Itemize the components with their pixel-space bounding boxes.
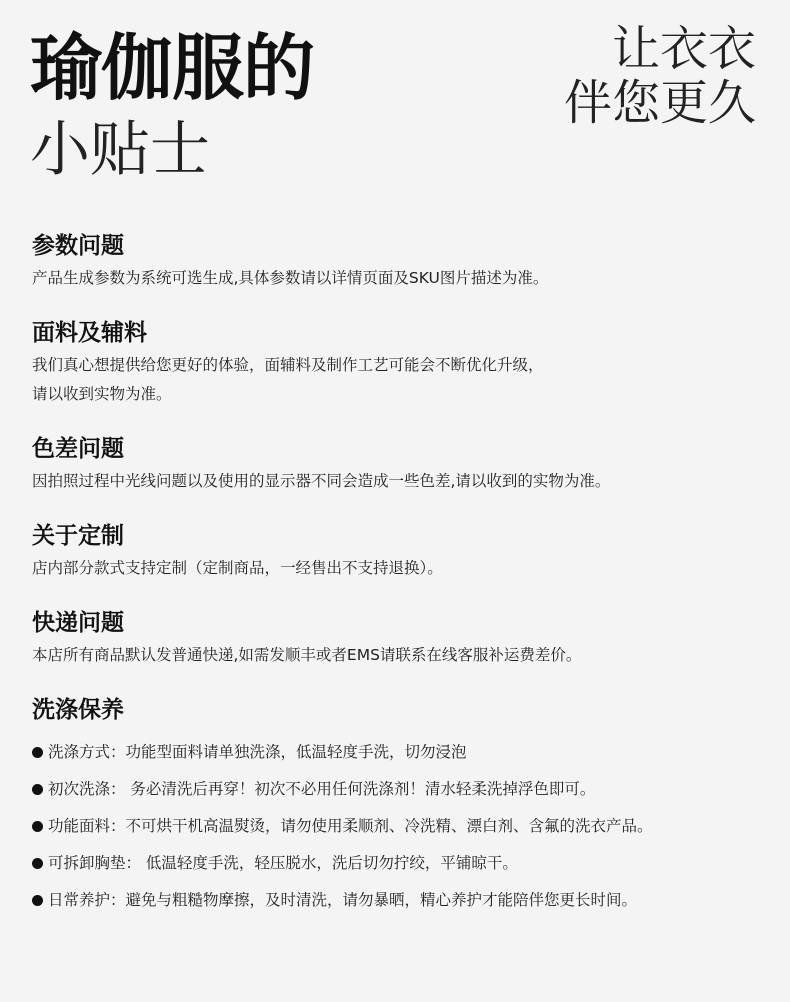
section-heading: 洗涤保养 — [32, 697, 124, 723]
section-text: 本店所有商品默认发普通快递,如需发顺丰或者EMS请联系在线客服补运费差价。 — [32, 646, 582, 664]
bullet-dot-icon — [32, 747, 43, 758]
section-heading: 面料及辅料 — [32, 320, 147, 346]
page-subtitle: 小贴士 — [30, 115, 210, 185]
section-heading: 色差问题 — [32, 436, 124, 462]
bullet-dot-icon — [32, 821, 43, 832]
hero-title-block — [30, 24, 314, 186]
care-item-text: 洗涤方式：功能型面料请单独洗涤，低温轻度手洗，切勿浸泡 — [48, 743, 467, 761]
care-item-text: 初次洗涤： 务必清洗后再穿！初次不必用任何洗涤剂！清水轻柔洗掉浮色即可。 — [48, 780, 596, 798]
slogan-block — [564, 22, 756, 130]
section-shipping — [32, 605, 762, 670]
list-item — [32, 808, 762, 845]
section-fabric — [32, 315, 762, 409]
section-color — [32, 431, 762, 496]
bullet-dot-icon — [32, 895, 43, 906]
section-heading: 快递问题 — [32, 610, 124, 636]
care-item-text: 功能面料：不可烘干机高温熨烫，请勿使用柔顺剂、冷洗精、漂白剂、含氟的洗衣产品。 — [48, 817, 653, 835]
section-heading: 关于定制 — [32, 523, 124, 549]
section-custom — [32, 518, 762, 583]
list-item — [32, 771, 762, 808]
tips-content — [32, 228, 762, 941]
section-text: 我们真心想提供给您更好的体验，面辅料及制作工艺可能会不断优化升级， — [32, 356, 544, 374]
section-heading: 参数问题 — [32, 233, 124, 259]
section-text: 产品生成参数为系统可选生成,具体参数请以详情页面及SKU图片描述为准。 — [32, 269, 549, 287]
section-text: 因拍照过程中光线问题以及使用的显示器不同会造成一些色差,请以收到的实物为准。 — [32, 472, 611, 490]
list-item — [32, 734, 762, 771]
list-item — [32, 882, 762, 919]
care-list — [32, 734, 762, 919]
list-item — [32, 845, 762, 882]
slogan-line-2: 伴您更久 — [563, 75, 756, 131]
section-text: 店内部分款式支持定制（定制商品，一经售出不支持退换）。 — [32, 559, 443, 577]
slogan-line-1: 让衣衣 — [611, 21, 756, 77]
care-item-text: 可拆卸胸垫： 低温轻度手洗，轻压脱水，洗后切勿拧绞，平铺晾干。 — [48, 854, 518, 872]
bullet-dot-icon — [32, 858, 43, 869]
bullet-dot-icon — [32, 784, 43, 795]
section-care — [32, 692, 762, 919]
section-parameters — [32, 228, 762, 293]
section-text: 请以收到实物为准。 — [32, 385, 172, 403]
page-title: 瑜伽服的 — [30, 26, 315, 110]
care-item-text: 日常养护：避免与粗糙物摩擦，及时清洗，请勿暴晒，精心养护才能陪伴您更长时间。 — [48, 891, 638, 909]
